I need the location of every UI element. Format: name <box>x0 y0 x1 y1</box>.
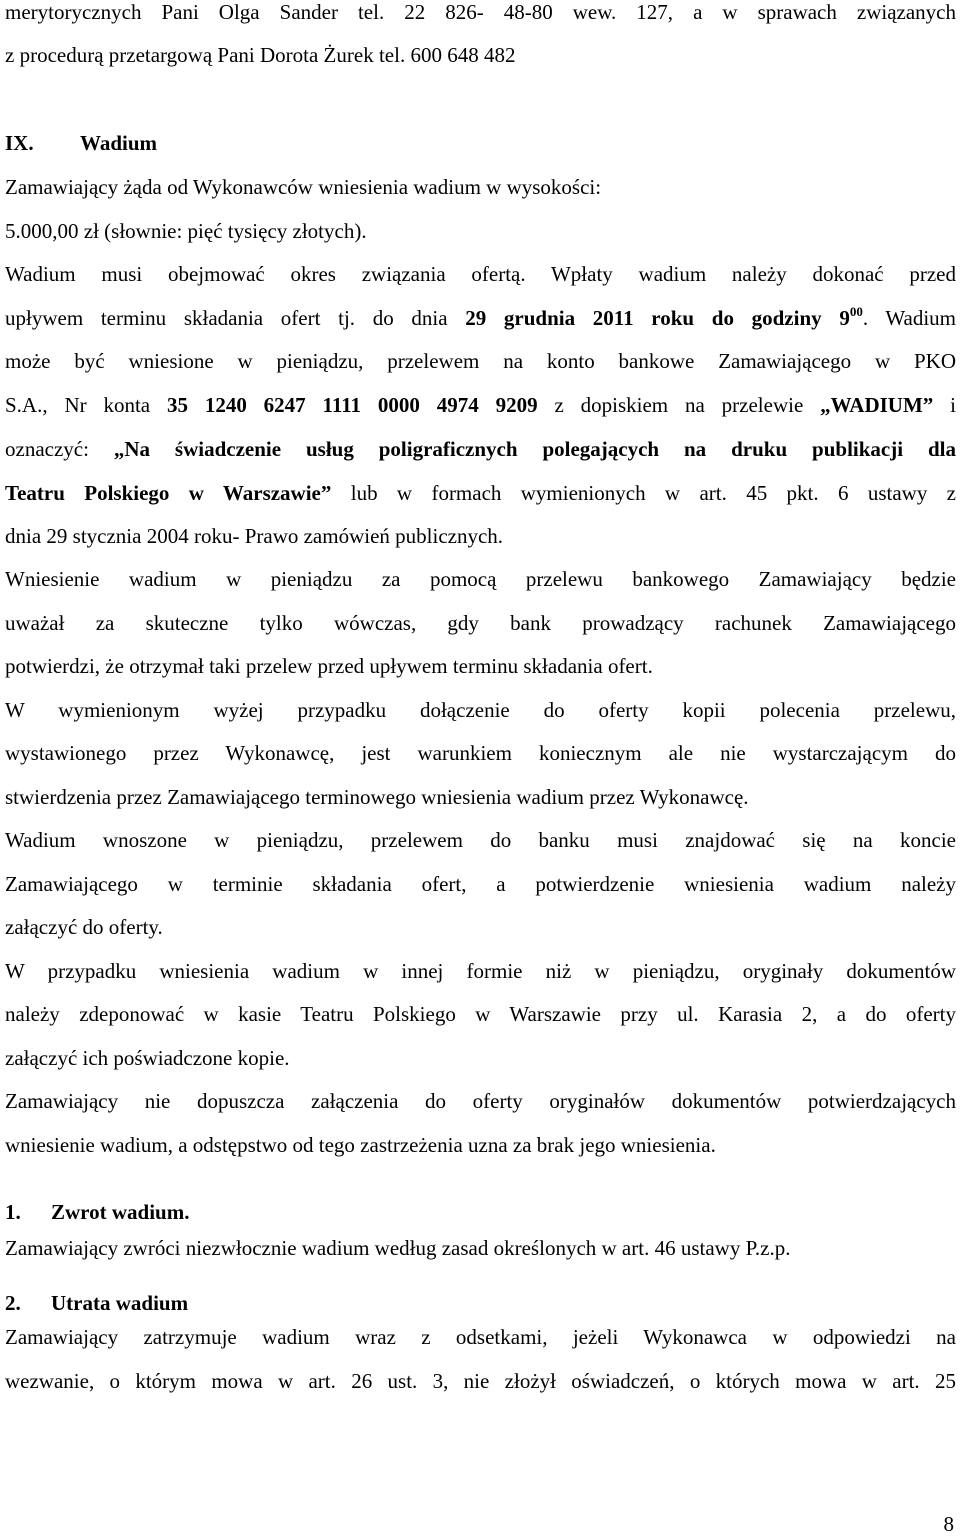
section-title: Wadium <box>80 131 158 155</box>
subsection-title: Utrata wadium <box>51 1291 189 1315</box>
subsection-number: 1. <box>5 1200 21 1224</box>
body-line: potwierdzi, że otrzymał taki przelew przed upływem terminu składania ofert. <box>5 654 653 678</box>
body-line: wezwanie, o którym mowa w art. 26 ust. 3, nie złożył oświadczeń, o których mowa w art. 25 <box>5 1369 956 1393</box>
body-line: wniesienie wadium, a odstępstwo od tego zastrzeżenia uzna za brak jego wniesienia. <box>5 1133 716 1157</box>
purpose-line <box>5 434 956 464</box>
body-line: Zamawiający zwróci niezwłocznie wadium według zasad określonych w art. 46 ustawy P.z.p. <box>5 1236 791 1260</box>
text-span: S.A., Nr konta <box>5 393 167 417</box>
subsection-heading <box>5 1288 956 1318</box>
body-line: Zamawiający zatrzymuje wadium wraz z odsetkami, jeżeli Wykonawca w odpowiedzi na <box>5 1325 956 1349</box>
text-span: . Wadium <box>862 306 957 330</box>
deadline-line <box>5 303 956 333</box>
bank-account-number: 35 1240 6247 1111 0000 4974 9209 <box>166 393 538 417</box>
service-description: „Na świadczenie usług poligraficznych polegających na druku publikacji dla <box>113 437 956 461</box>
theatre-line <box>5 478 956 508</box>
text-span: oznaczyć: <box>5 437 114 461</box>
subsection-title: Zwrot wadium. <box>51 1200 190 1224</box>
transfer-note: „WADIUM” <box>820 393 934 417</box>
body-line: W przypadku wniesienia wadium w innej formie niż w pieniądzu, oryginały dokumentów <box>5 959 956 983</box>
body-line: Zamawiający nie dopuszcza załączenia do oferty oryginałów dokumentów potwierdzających <box>5 1089 956 1113</box>
subsection-heading <box>5 1197 956 1227</box>
text-span: lub w formach wymienionych w art. 45 pkt. 6 ustawy z <box>331 481 956 505</box>
text-span: 29 grudnia 2011 roku do godziny 9 <box>465 306 850 330</box>
text-span: i <box>933 393 956 417</box>
superscript: 00 <box>849 304 863 319</box>
theatre-name: Teatru Polskiego w Warszawie” <box>5 481 332 505</box>
body-line: może być wniesione w pieniądzu, przelewem na konto bankowe Zamawiającego w PKO <box>5 349 956 373</box>
body-line: Zamawiającego w terminie składania ofert, a potwierdzenie wniesienia wadium należy <box>5 872 956 896</box>
body-line: Wadium musi obejmować okres związania ofertą. Wpłaty wadium należy dokonać przed <box>5 262 956 286</box>
subsection-number: 2. <box>5 1291 21 1315</box>
text-span: z dopiskiem na przelewie <box>537 393 821 417</box>
body-line: dnia 29 stycznia 2004 roku- Prawo zamówień publicznych. <box>5 524 504 548</box>
body-line: 5.000,00 zł (słownie: pięć tysięcy złotych). <box>5 219 367 243</box>
body-line: W wymienionym wyżej przypadku dołączenie do oferty kopii polecenia przelewu, <box>5 698 956 722</box>
body-line: załączyć ich poświadczone kopie. <box>5 1046 290 1070</box>
body-line: wystawionego przez Wykonawcę, jest warunkiem koniecznym ale nie wystarczającym do <box>5 741 956 765</box>
body-line: uważał za skuteczne tylko wówczas, gdy bank prowadzący rachunek Zamawiającego <box>5 611 956 635</box>
account-line <box>5 390 956 420</box>
body-line: stwierdzenia przez Zamawiającego terminowego wniesienia wadium przez Wykonawcę. <box>5 785 749 809</box>
deadline-date <box>465 306 863 330</box>
body-line: z procedurą przetargową Pani Dorota Żurek tel. 600 648 482 <box>5 43 516 67</box>
body-line: załączyć do oferty. <box>5 915 163 939</box>
section-heading <box>5 128 956 158</box>
body-line: Wniesienie wadium w pieniądzu za pomocą przelewu bankowego Zamawiający będzie <box>5 567 956 591</box>
page-number: 8 <box>943 1512 954 1536</box>
body-line: Wadium wnoszone w pieniądzu, przelewem do banku musi znajdować się na koncie <box>5 828 956 852</box>
body-line: należy zdeponować w kasie Teatru Polskiego w Warszawie przy ul. Karasia 2, a do oferty <box>5 1002 956 1026</box>
body-line: merytorycznych Pani Olga Sander tel. 22 826- 48-80 wew. 127, a w sprawach związanych <box>5 0 956 24</box>
section-number: IX. <box>5 131 34 155</box>
text-span: upływem terminu składania ofert tj. do dnia <box>5 306 466 330</box>
body-line: Zamawiający żąda od Wykonawców wniesienia wadium w wysokości: <box>5 175 602 199</box>
